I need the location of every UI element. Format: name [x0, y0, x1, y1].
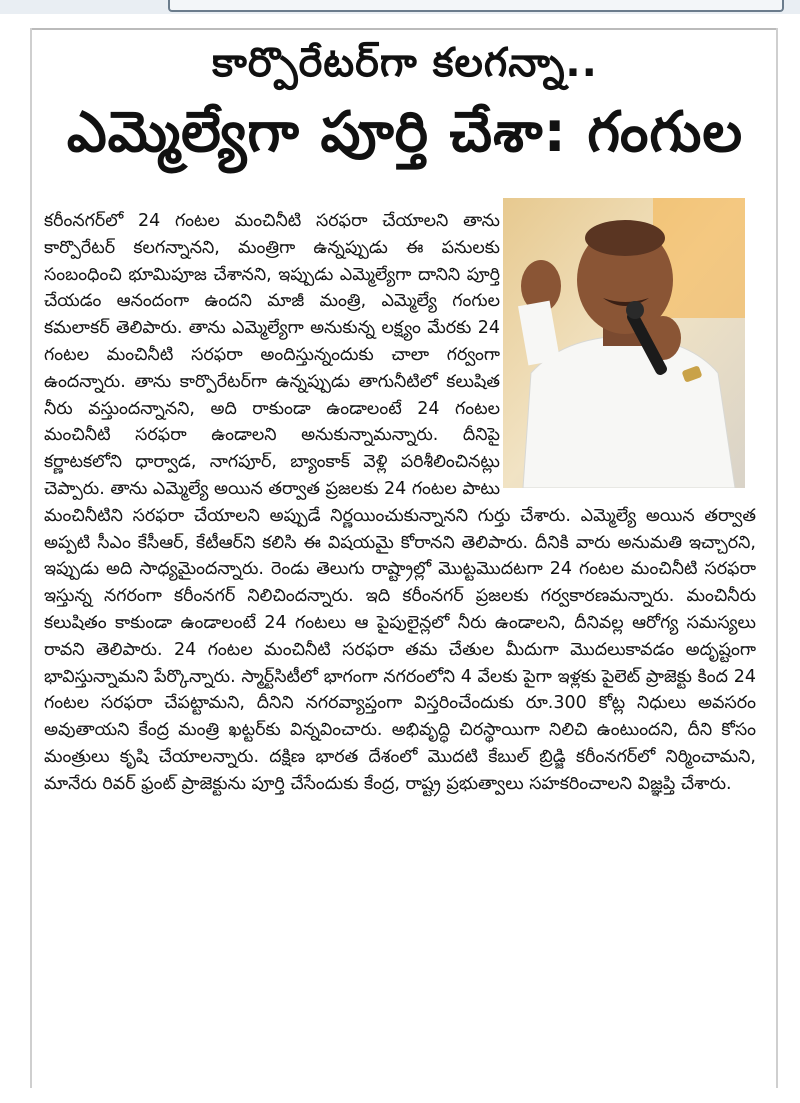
clipping-border-left [30, 28, 32, 1088]
photo-text-wrap-spacer [500, 208, 756, 492]
article-body-text: కరీంనగర్‌లో 24 గంటల మంచినీటి సరఫరా చేయాలని తాను కార్పొరేటర్ కలగన్నానని, మంత్రిగా ఉన్నప్పుడు ఈ పనులకు సంబంధించి భూమిపూజ చేశానని, ఇప్పుడు ఎమ్మెల్యేగా దానిని పూర్తి చేయడం ఆనందంగా ఉందని మాజీ మంత్రి, ఎమ్మెల్యే గంగుల కమలాకర్ తెలిపారు. తాను ఎమ్మెల్యేగా అనుకున్న లక్ష్యం మేరకు 24 గంటల మంచినీటి సరఫరా అందిస్తున్నందుకు చాలా గర్వంగా ఉందన్నారు. తాను కార్పొరేటర్‌గా ఉన్నప్పుడు తాగునీటిలో కలుషిత నీరు వస్తుందన్నానని, అది రాకుండా ఉండాలంటే 24 గంటల మంచినీటి సరఫరా ఉండాలని అనుకున్నామన్నారు. దీనిపై కర్ణాటకలోని ధార్వాడ, నాగపూర్, బ్యాంకాక్ వెళ్లి పరిశీలించినట్లు చెప్పారు. తాను ఎమ్మెల్యే అయిన తర్వాత ప్రజలకు 24 గంటల పాటు మంచినీటిని సరఫరా చేయాలని అప్పుడే నిర్ణయించుకున్నానని గుర్తు చేశారు. ఎమ్మెల్యే అయిన తర్వాత అప్పటి సీఎం కేసీఆర్, కేటీఆర్‌ని కలిసి ఈ విషయమై కోరానని తెలిపారు. దీనికి వారు అనుమతి ఇచ్చారని, ఇప్పుడు అది సాధ్యమైందన్నారు. రెండు తెలుగు రాష్ట్రాల్లో మొట్టమొదటగా 24 గంటల మంచినీటి సరఫరా ఇస్తున్న నగరంగా కరీంనగర్ నిలిచిందన్నారు. ఇది కరీంనగర్ ప్రజలకు గర్వకారణమన్నారు. మంచినీరు కలుషితం కాకుండా ఉండాలంటే 24 గంటలు ఆ పైపులైన్లలో నీరు ఉండాలని, దీనివల్ల ఆరోగ్య సమస్యలు రావని తెలిపారు. 24 గంటల మంచినీటి సరఫరా తమ చేతుల మీదుగా మొదలుకావడం అదృష్టంగా భావిస్తున్నామని పేర్కొన్నారు. స్మార్ట్‌సిటీలో భాగంగా నగరంలోని 4 వేలకు పైగా ఇళ్లకు పైలెట్ ప్రాజెక్టు కింద 24 గంటల సరఫరా చేపట్టామని, దీనిని నగరవ్యాప్తంగా విస్తరించేందుకు రూ.300 కోట్ల నిధులు అవసరం అవుతాయని కేంద్ర మంత్రి ఖట్టర్‌కు విన్నవించారు. అభివృద్ధి చిరస్థాయిగా నిలిచి ఉంటుందని, దీని కోసం మంత్రులు కృషి చేయాలన్నారు. దక్షిణ భారత దేశంలో మొదటి కేబుల్ బ్రిడ్జి కరీంనగర్‌లో నిర్మించామని, మానేరు రివర్ ఫ్రంట్ ప్రాజెక్టును పూర్తి చేసేందుకు కేంద్ర, రాష్ట్ర ప్రభుత్వాలు సహకరించాలని విజ్ఞప్తి చేశారు. [44, 211, 756, 794]
clipping-border-top [30, 28, 778, 30]
top-tab [168, 0, 784, 12]
clipping-border-right [776, 28, 778, 1088]
headline-line-2: ఎమ్మెల్యేగా పూర్తి చేశా: గంగుల [66, 100, 744, 165]
article-body [44, 208, 756, 798]
headline-line-1: కార్పొరేటర్‌గా కలగన్నా.. [212, 40, 598, 86]
